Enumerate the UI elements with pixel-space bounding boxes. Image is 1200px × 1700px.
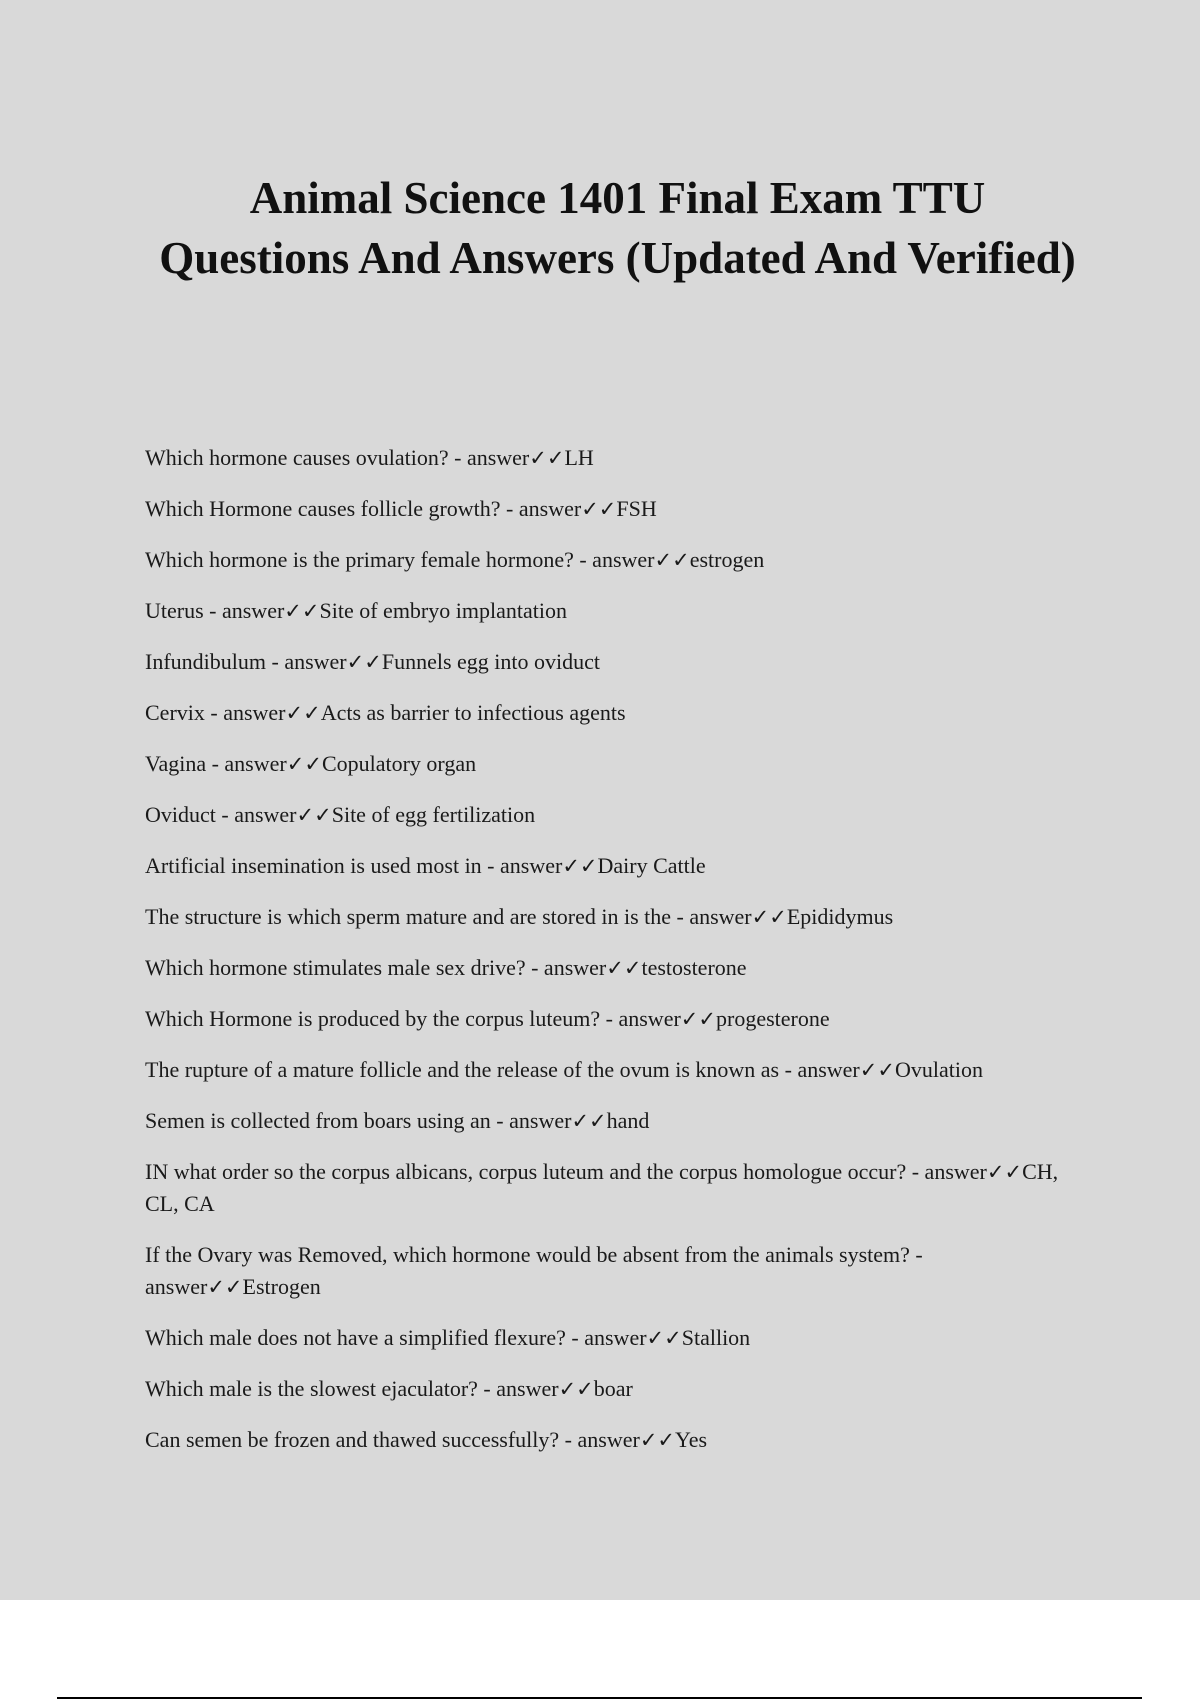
qa-item <box>145 1239 1080 1303</box>
footer-divider <box>57 1697 1142 1699</box>
answer-text: FSH <box>616 496 657 521</box>
double-check-icon: ✓✓ <box>639 1428 676 1452</box>
question-text: Which hormone is the primary female hormone? - answer <box>145 547 655 572</box>
answer-text: Estrogen <box>242 1274 321 1299</box>
question-text: Which male does not have a simplified flexure? - answer <box>145 1325 647 1350</box>
question-text: Semen is collected from boars using an - answer <box>145 1108 572 1133</box>
answer-text: Copulatory organ <box>321 751 477 776</box>
qa-item <box>145 1105 1080 1137</box>
qa-item <box>145 697 1080 729</box>
answer-text: Epididymus <box>786 904 894 929</box>
double-check-icon: ✓✓ <box>571 1109 607 1133</box>
answer-text: Funnels egg into oviduct <box>381 649 600 674</box>
double-check-icon: ✓✓ <box>558 1377 594 1401</box>
qa-item <box>145 952 1080 984</box>
qa-item <box>145 1054 1080 1086</box>
qa-item <box>145 1322 1080 1354</box>
question-text: Oviduct - answer <box>145 802 297 827</box>
double-check-icon: ✓✓ <box>284 599 320 623</box>
answer-text: testosterone <box>641 955 747 980</box>
question-text: Infundibulum - answer <box>145 649 347 674</box>
double-check-icon: ✓✓ <box>986 1160 1023 1184</box>
qa-item <box>145 544 1080 576</box>
answer-text: Dairy Cattle <box>597 853 706 878</box>
answer-text: Ovulation <box>894 1057 983 1082</box>
double-check-icon: ✓✓ <box>285 701 321 725</box>
double-check-icon: ✓✓ <box>581 497 617 521</box>
qa-item <box>145 799 1080 831</box>
double-check-icon: ✓✓ <box>654 548 690 572</box>
qa-item <box>145 442 1080 474</box>
question-text: IN what order so the corpus albicans, corpus luteum and the corpus homologue occur? - answer <box>145 1159 987 1184</box>
qa-item <box>145 1424 1080 1456</box>
answer-text: Site of embryo implantation <box>319 598 567 623</box>
qa-item <box>145 1156 1080 1220</box>
qa-item <box>145 748 1080 780</box>
question-text: The structure is which sperm mature and are stored in is the - answer <box>145 904 752 929</box>
qa-item <box>145 646 1080 678</box>
qa-item <box>145 850 1080 882</box>
double-check-icon: ✓✓ <box>606 956 642 980</box>
question-text: Which hormone causes ovulation? - answer <box>145 445 530 470</box>
question-text: The rupture of a mature follicle and the release of the ovum is known as - answer <box>145 1057 860 1082</box>
answer-text: LH <box>564 445 594 470</box>
question-text: Cervix - answer <box>145 700 286 725</box>
answer-text: Yes <box>675 1427 708 1452</box>
question-text: Can semen be frozen and thawed successfully? - answer <box>145 1427 640 1452</box>
question-text: Which hormone stimulates male sex drive? - answer <box>145 955 607 980</box>
question-text: If the Ovary was Removed, which hormone would be absent from the animals system? - answer <box>145 1242 923 1299</box>
double-check-icon: ✓✓ <box>296 803 332 827</box>
double-check-icon: ✓✓ <box>680 1007 716 1031</box>
double-check-icon: ✓✓ <box>646 1326 682 1350</box>
qa-item <box>145 1373 1080 1405</box>
answer-text: estrogen <box>689 547 765 572</box>
question-text: Artificial insemination is used most in - answer <box>145 853 563 878</box>
answer-text: CH, CL, CA <box>145 1159 1059 1216</box>
question-text: Which Hormone is produced by the corpus luteum? - answer <box>145 1006 681 1031</box>
double-check-icon: ✓✓ <box>859 1058 895 1082</box>
double-check-icon: ✓✓ <box>346 650 382 674</box>
qa-item <box>145 901 1080 933</box>
question-text: Vagina - answer <box>145 751 287 776</box>
answer-text: Acts as barrier to infectious agents <box>320 700 626 725</box>
question-text: Which male is the slowest ejaculator? - answer <box>145 1376 559 1401</box>
qa-item <box>145 1003 1080 1035</box>
answer-text: boar <box>593 1376 633 1401</box>
double-check-icon: ✓✓ <box>286 752 322 776</box>
answer-text: Site of egg fertilization <box>331 802 536 827</box>
double-check-icon: ✓✓ <box>207 1275 243 1299</box>
answer-text: Stallion <box>681 1325 751 1350</box>
double-check-icon: ✓✓ <box>529 446 565 470</box>
document-title: Animal Science 1401 Final Exam TTU Questions And Answers (Updated And Verified) <box>159 173 1076 283</box>
answer-text: hand <box>606 1108 650 1133</box>
question-text: Which Hormone causes follicle growth? - answer <box>145 496 582 521</box>
qa-item <box>145 493 1080 525</box>
qa-list <box>145 442 1080 1475</box>
answer-text: progesterone <box>716 1006 830 1031</box>
question-text: Uterus - answer <box>145 598 285 623</box>
qa-item <box>145 595 1080 627</box>
double-check-icon: ✓✓ <box>562 854 598 878</box>
double-check-icon: ✓✓ <box>751 905 787 929</box>
